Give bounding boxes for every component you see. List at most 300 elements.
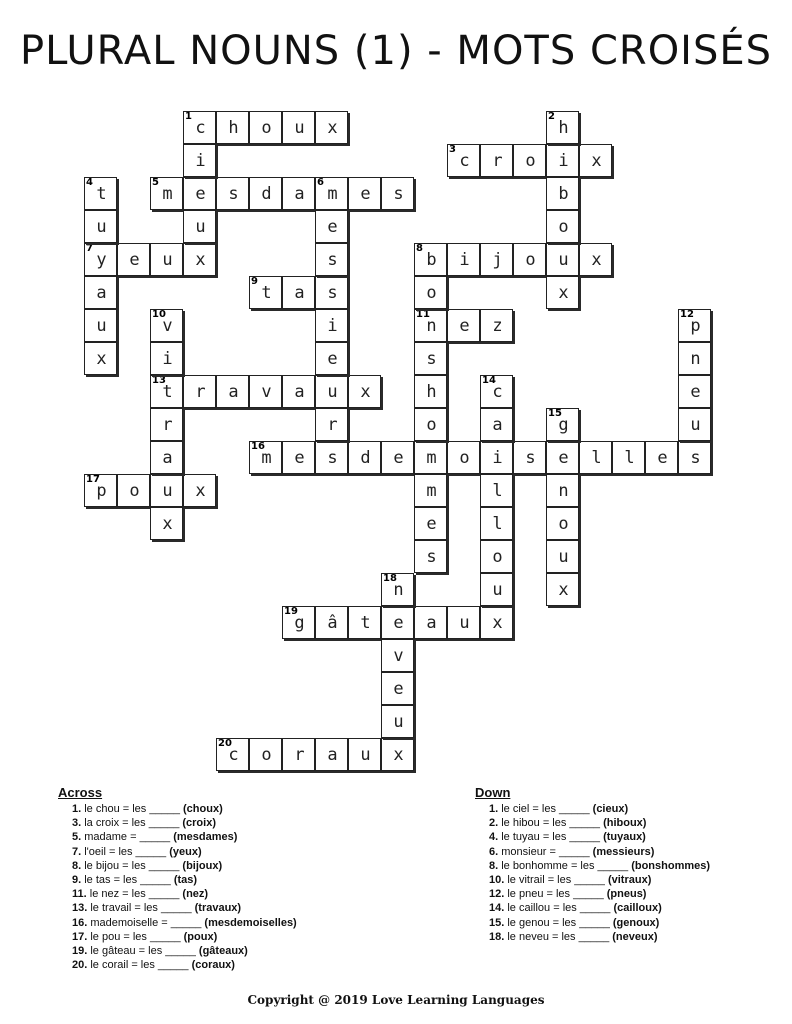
grid-letter: o	[558, 514, 569, 534]
grid-cell[interactable]	[249, 441, 282, 474]
grid-cell[interactable]	[183, 210, 216, 243]
grid-cell[interactable]	[480, 441, 513, 474]
grid-letter: e	[393, 448, 404, 468]
copyright-notice: Copyright @ 2019 Love Learning Languages	[247, 993, 545, 1007]
grid-cell[interactable]	[513, 144, 546, 177]
grid-cell[interactable]	[117, 474, 150, 507]
grid-letter: s	[228, 184, 239, 204]
grid-letter: c	[195, 118, 206, 138]
clue-number: 9	[251, 276, 258, 287]
grid-cell[interactable]	[480, 144, 513, 177]
grid-letter: s	[426, 349, 437, 369]
grid-cell[interactable]	[282, 111, 315, 144]
clue-number: 13	[152, 375, 166, 386]
grid-letter: u	[195, 217, 206, 237]
grid-cell[interactable]	[348, 738, 381, 771]
grid-letter: m	[261, 448, 272, 468]
grid-letter: b	[558, 184, 569, 204]
clue-text: le hibou = les _____	[501, 817, 604, 830]
clue-number: 18	[383, 573, 397, 584]
clue-answer: (yeux)	[169, 845, 202, 858]
grid-cell[interactable]	[414, 375, 447, 408]
grid-letter: p	[96, 481, 107, 501]
clue-number: 13.	[72, 902, 91, 915]
grid-letter: c	[228, 745, 239, 765]
grid-letter: a	[426, 613, 437, 633]
grid-letter: b	[426, 250, 437, 270]
grid-letter: o	[129, 481, 140, 501]
grid-letter: i	[162, 349, 173, 369]
grid-cell[interactable]	[183, 144, 216, 177]
grid-cell[interactable]	[414, 540, 447, 573]
clue-item	[58, 859, 297, 873]
clue-text: le tuyau = les _____	[501, 831, 604, 844]
grid-cell[interactable]	[447, 243, 480, 276]
clue-item	[58, 944, 297, 958]
grid-cell[interactable]	[414, 606, 447, 639]
clue-text: madame = _____	[84, 831, 174, 844]
grid-letter: u	[162, 250, 173, 270]
grid-cell[interactable]	[546, 177, 579, 210]
grid-cell[interactable]	[150, 441, 183, 474]
grid-cell[interactable]	[414, 474, 447, 507]
clue-number: 10	[152, 309, 166, 320]
grid-cell[interactable]	[414, 243, 447, 276]
grid-letter: e	[459, 316, 470, 336]
grid-cell[interactable]	[546, 144, 579, 177]
grid-cell[interactable]	[150, 474, 183, 507]
grid-letter: n	[690, 349, 701, 369]
grid-cell[interactable]	[249, 738, 282, 771]
grid-cell[interactable]	[84, 342, 117, 375]
grid-cell[interactable]	[315, 738, 348, 771]
clue-number: 17	[86, 474, 100, 485]
grid-cell[interactable]	[414, 441, 447, 474]
grid-cell[interactable]	[150, 342, 183, 375]
clue-text: le chou = les _____	[84, 803, 184, 815]
clue-number: 6	[317, 177, 324, 188]
clue-item	[58, 887, 297, 901]
grid-letter: x	[558, 283, 569, 303]
grid-cell[interactable]	[480, 375, 513, 408]
grid-letter: t	[261, 283, 272, 303]
grid-cell[interactable]	[480, 243, 513, 276]
grid-cell[interactable]	[678, 342, 711, 375]
clue-number: 1.	[72, 803, 85, 815]
clue-number: 7	[86, 243, 93, 254]
grid-letter: p	[690, 316, 701, 336]
grid-cell[interactable]	[678, 408, 711, 441]
grid-letter: v	[393, 646, 404, 666]
grid-letter: x	[96, 349, 107, 369]
clue-text: la croix = les _____	[84, 817, 183, 830]
grid-letter: o	[525, 151, 536, 171]
grid-letter: r	[492, 151, 503, 171]
grid-letter: x	[327, 118, 338, 138]
clue-text: le genou = les _____	[507, 916, 613, 929]
clue-answer: (tuyaux)	[603, 831, 646, 844]
grid-cell[interactable]	[579, 441, 612, 474]
grid-cell[interactable]	[282, 606, 315, 639]
grid-cell[interactable]	[150, 375, 183, 408]
clue-text: monsieur = _____	[501, 845, 593, 858]
grid-cell[interactable]	[546, 210, 579, 243]
clue-number: 3	[449, 144, 456, 155]
grid-cell[interactable]	[678, 309, 711, 342]
clue-number: 16.	[72, 916, 91, 929]
grid-cell[interactable]	[315, 441, 348, 474]
clue-item	[58, 873, 297, 887]
grid-letter: t	[96, 184, 107, 204]
clue-answer: (tas)	[173, 873, 198, 886]
grid-letter: m	[162, 184, 173, 204]
grid-letter: x	[591, 250, 602, 270]
grid-letter: e	[327, 217, 338, 237]
grid-cell[interactable]	[546, 573, 579, 606]
clue-number: 3.	[72, 817, 85, 830]
grid-letter: e	[657, 448, 668, 468]
grid-cell[interactable]	[678, 441, 711, 474]
grid-cell[interactable]	[678, 375, 711, 408]
grid-cell[interactable]	[315, 243, 348, 276]
clue-number: 11.	[72, 888, 90, 901]
grid-cell[interactable]	[315, 375, 348, 408]
clue-text: le nez = les _____	[89, 888, 183, 901]
grid-cell[interactable]	[315, 408, 348, 441]
clue-text: le pou = les _____	[90, 930, 184, 943]
grid-letter: s	[327, 283, 338, 303]
grid-cell[interactable]	[315, 309, 348, 342]
grid-letter: r	[195, 382, 206, 402]
grid-cell[interactable]	[282, 177, 315, 210]
grid-letter: h	[228, 118, 239, 138]
grid-letter: l	[492, 514, 503, 534]
grid-cell[interactable]	[183, 474, 216, 507]
grid-letter: s	[426, 547, 437, 567]
clue-item	[58, 916, 297, 930]
grid-cell[interactable]	[414, 408, 447, 441]
grid-cell[interactable]	[381, 738, 414, 771]
grid-letter: n	[393, 580, 404, 600]
grid-cell[interactable]	[447, 441, 480, 474]
clue-answer: (hiboux)	[603, 817, 647, 830]
grid-cell[interactable]	[150, 309, 183, 342]
grid-cell[interactable]	[381, 639, 414, 672]
down-heading: Down	[475, 785, 511, 800]
grid-letter: a	[294, 283, 305, 303]
grid-cell[interactable]	[480, 309, 513, 342]
grid-letter: i	[558, 151, 569, 171]
grid-letter: o	[426, 283, 437, 303]
grid-letter: u	[492, 580, 503, 600]
clue-answer: (cailloux)	[613, 902, 662, 915]
grid-cell[interactable]	[282, 738, 315, 771]
grid-cell[interactable]	[447, 606, 480, 639]
clue-number: 12.	[489, 888, 508, 901]
grid-letter: c	[459, 151, 470, 171]
grid-letter: i	[459, 250, 470, 270]
clue-answer: (coraux)	[191, 959, 235, 972]
down-clue-list	[475, 802, 710, 944]
clue-number: 16	[251, 441, 265, 452]
grid-letter: o	[426, 415, 437, 435]
grid-cell[interactable]	[348, 606, 381, 639]
grid-letter: u	[360, 745, 371, 765]
grid-letter: x	[558, 580, 569, 600]
grid-letter: a	[96, 283, 107, 303]
grid-cell[interactable]	[216, 375, 249, 408]
grid-cell[interactable]	[480, 507, 513, 540]
grid-letter: o	[261, 118, 272, 138]
grid-letter: e	[426, 514, 437, 534]
grid-letter: u	[393, 712, 404, 732]
grid-cell[interactable]	[150, 177, 183, 210]
clue-number: 14	[482, 375, 496, 386]
clue-text: le ciel = les _____	[501, 803, 593, 815]
grid-cell[interactable]	[150, 408, 183, 441]
grid-cell[interactable]	[315, 276, 348, 309]
grid-cell[interactable]	[414, 507, 447, 540]
grid-cell[interactable]	[612, 441, 645, 474]
grid-cell[interactable]	[150, 243, 183, 276]
grid-cell[interactable]	[447, 144, 480, 177]
grid-letter: s	[525, 448, 536, 468]
grid-cell[interactable]	[546, 276, 579, 309]
grid-letter: x	[360, 382, 371, 402]
grid-cell[interactable]	[513, 441, 546, 474]
grid-cell[interactable]	[249, 276, 282, 309]
grid-cell[interactable]	[84, 474, 117, 507]
grid-letter: x	[591, 151, 602, 171]
clue-answer: (messieurs)	[592, 845, 655, 858]
grid-letter: v	[162, 316, 173, 336]
clue-number: 20.	[72, 959, 91, 972]
grid-letter: g	[558, 415, 569, 435]
grid-letter: t	[360, 613, 371, 633]
grid-cell[interactable]	[381, 573, 414, 606]
grid-cell[interactable]	[348, 177, 381, 210]
grid-cell[interactable]	[480, 474, 513, 507]
grid-letter: d	[261, 184, 272, 204]
grid-letter: â	[327, 613, 338, 633]
clue-text: le gâteau = les _____	[90, 944, 199, 957]
clue-text: le neveu = les _____	[507, 930, 613, 943]
grid-cell[interactable]	[216, 738, 249, 771]
clue-answer: (pneus)	[606, 888, 647, 901]
grid-cell[interactable]	[414, 342, 447, 375]
clue-answer: (genoux)	[612, 916, 660, 929]
clue-answer: (cieux)	[592, 803, 629, 815]
grid-cell[interactable]	[348, 441, 381, 474]
grid-letter: j	[492, 250, 503, 270]
grid-cell[interactable]	[513, 243, 546, 276]
grid-cell[interactable]	[315, 177, 348, 210]
clue-item	[475, 930, 710, 944]
grid-letter: u	[96, 217, 107, 237]
grid-letter: o	[492, 547, 503, 567]
clue-number: 8.	[72, 859, 85, 872]
grid-letter: e	[129, 250, 140, 270]
grid-cell[interactable]	[150, 507, 183, 540]
grid-cell[interactable]	[348, 375, 381, 408]
grid-letter: e	[393, 613, 404, 633]
grid-letter: n	[426, 316, 437, 336]
grid-letter: d	[360, 448, 371, 468]
grid-letter: m	[426, 448, 437, 468]
grid-cell[interactable]	[414, 276, 447, 309]
grid-cell[interactable]	[183, 177, 216, 210]
clue-item	[58, 958, 297, 972]
clue-number: 10.	[489, 873, 508, 886]
clue-item	[475, 802, 710, 816]
clue-text: le bijou = les _____	[84, 859, 183, 872]
grid-cell[interactable]	[282, 375, 315, 408]
grid-cell[interactable]	[546, 474, 579, 507]
grid-cell[interactable]	[216, 111, 249, 144]
grid-letter: x	[393, 745, 404, 765]
clue-item	[475, 816, 710, 830]
grid-letter: v	[261, 382, 272, 402]
grid-letter: a	[492, 415, 503, 435]
grid-cell[interactable]	[381, 441, 414, 474]
clue-number: 9.	[72, 873, 85, 886]
grid-cell[interactable]	[546, 243, 579, 276]
grid-cell[interactable]	[84, 210, 117, 243]
clue-number: 15.	[489, 916, 508, 929]
grid-letter: n	[558, 481, 569, 501]
grid-letter: c	[492, 382, 503, 402]
clue-text: le vitrail = les _____	[507, 873, 608, 886]
grid-cell[interactable]	[315, 342, 348, 375]
grid-cell[interactable]	[480, 606, 513, 639]
grid-cell[interactable]	[579, 144, 612, 177]
grid-cell[interactable]	[315, 210, 348, 243]
clue-item	[58, 830, 297, 844]
grid-cell[interactable]	[216, 177, 249, 210]
clue-number: 17.	[72, 930, 91, 943]
clue-answer: (nez)	[182, 888, 209, 901]
clue-item	[58, 802, 297, 816]
grid-cell[interactable]	[249, 177, 282, 210]
grid-cell[interactable]	[414, 309, 447, 342]
clue-text: le caillou = les _____	[507, 902, 614, 915]
grid-cell[interactable]	[480, 408, 513, 441]
grid-letter: u	[327, 382, 338, 402]
clue-number: 7.	[72, 845, 85, 858]
grid-letter: i	[327, 316, 338, 336]
clue-answer: (bonshommes)	[631, 859, 711, 872]
grid-letter: s	[393, 184, 404, 204]
grid-letter: o	[459, 448, 470, 468]
clue-number: 12	[680, 309, 694, 320]
grid-cell[interactable]	[315, 111, 348, 144]
grid-letter: l	[591, 448, 602, 468]
grid-cell[interactable]	[282, 441, 315, 474]
grid-cell[interactable]	[381, 606, 414, 639]
grid-cell[interactable]	[645, 441, 678, 474]
grid-cell[interactable]	[546, 441, 579, 474]
grid-letter: s	[690, 448, 701, 468]
clue-answer: (mesdemoiselles)	[204, 916, 297, 929]
grid-letter: m	[426, 481, 437, 501]
grid-cell[interactable]	[84, 309, 117, 342]
clue-item	[58, 845, 297, 859]
grid-cell[interactable]	[84, 243, 117, 276]
clue-text: le pneu = les _____	[507, 888, 607, 901]
clue-number: 5	[152, 177, 159, 188]
clue-number: 4.	[489, 831, 502, 844]
grid-cell[interactable]	[546, 408, 579, 441]
grid-letter: u	[558, 250, 569, 270]
grid-letter: u	[459, 613, 470, 633]
clue-number: 19	[284, 606, 298, 617]
grid-cell[interactable]	[117, 243, 150, 276]
clue-item	[475, 859, 710, 873]
grid-letter: l	[492, 481, 503, 501]
grid-cell[interactable]	[579, 243, 612, 276]
grid-letter: o	[525, 250, 536, 270]
grid-cell[interactable]	[315, 606, 348, 639]
grid-cell[interactable]	[282, 276, 315, 309]
grid-cell[interactable]	[183, 375, 216, 408]
clue-answer: (poux)	[183, 930, 218, 943]
grid-letter: e	[327, 349, 338, 369]
grid-letter: a	[228, 382, 239, 402]
across-clues	[58, 785, 297, 972]
grid-letter: r	[327, 415, 338, 435]
grid-letter: u	[162, 481, 173, 501]
grid-letter: o	[261, 745, 272, 765]
clue-answer: (vitraux)	[607, 873, 652, 886]
grid-letter: l	[624, 448, 635, 468]
clue-number: 20	[218, 738, 232, 749]
grid-cell[interactable]	[84, 177, 117, 210]
grid-letter: u	[294, 118, 305, 138]
grid-cell[interactable]	[480, 540, 513, 573]
clue-item	[475, 830, 710, 844]
grid-cell[interactable]	[546, 111, 579, 144]
grid-cell[interactable]	[381, 672, 414, 705]
grid-cell[interactable]	[546, 540, 579, 573]
grid-cell[interactable]	[480, 573, 513, 606]
grid-cell[interactable]	[183, 111, 216, 144]
across-heading: Across	[58, 785, 103, 800]
grid-cell[interactable]	[381, 705, 414, 738]
grid-letter: e	[558, 448, 569, 468]
grid-letter: e	[195, 184, 206, 204]
clue-number: 8.	[489, 859, 502, 872]
grid-cell[interactable]	[84, 276, 117, 309]
grid-letter: u	[690, 415, 701, 435]
clue-text: le travail = les _____	[90, 902, 195, 915]
clue-number: 11	[416, 309, 430, 320]
clue-answer: (croix)	[182, 817, 216, 830]
clue-text: mademoiselle = _____	[90, 916, 205, 929]
clue-answer: (gâteaux)	[198, 944, 248, 957]
clue-number: 8	[416, 243, 423, 254]
grid-cell[interactable]	[249, 111, 282, 144]
grid-letter: a	[162, 448, 173, 468]
grid-cell[interactable]	[546, 507, 579, 540]
grid-cell[interactable]	[183, 243, 216, 276]
clue-text: le tas = les _____	[84, 873, 174, 886]
grid-cell[interactable]	[381, 177, 414, 210]
clue-item	[475, 916, 710, 930]
grid-cell[interactable]	[447, 309, 480, 342]
clue-number: 4	[86, 177, 93, 188]
clue-number: 15	[548, 408, 562, 419]
grid-cell[interactable]	[249, 375, 282, 408]
